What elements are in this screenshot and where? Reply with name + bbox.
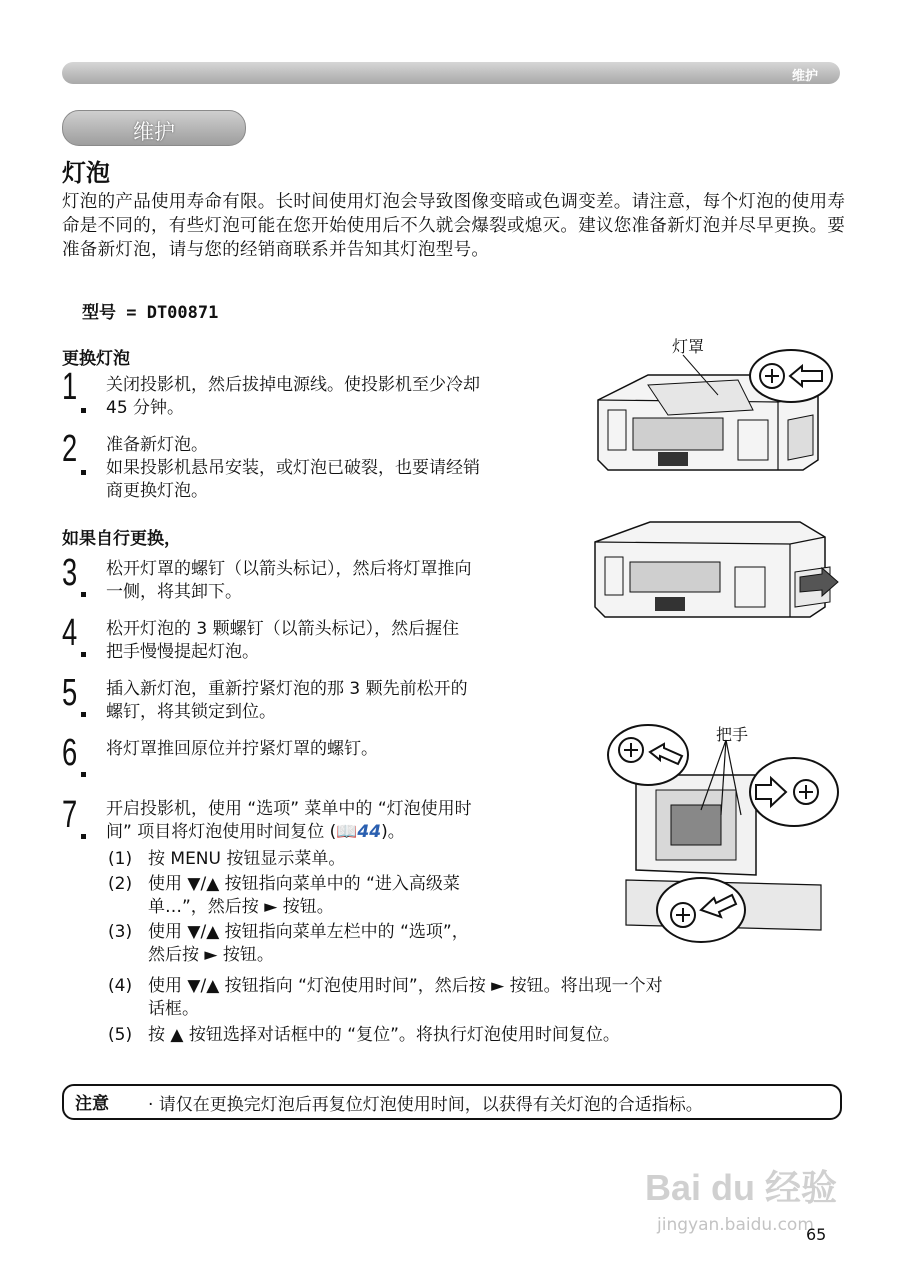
projector-cover-removal-illustration xyxy=(590,512,840,622)
step-5 xyxy=(62,674,83,712)
sub-item-text: 按 ▲ 按钮选择对话框中的 “复位”。将执行灯泡使用时间复位。 xyxy=(148,1025,620,1045)
step-bullet xyxy=(81,834,86,839)
step-2-text xyxy=(106,434,480,503)
step-line-part: 间” 项目将灯泡使用时间复位 ( xyxy=(106,822,337,842)
step-4-text xyxy=(106,618,459,664)
sub-item-number: (5) xyxy=(108,1025,133,1045)
lamp-handle-illustration xyxy=(606,720,840,950)
page-title: 灯泡 xyxy=(62,159,110,187)
watermark-brand: Bai du 经验 xyxy=(645,1167,838,1208)
step-5-text xyxy=(106,678,468,724)
step-number: 1 xyxy=(62,366,78,408)
sub-item-text: 单…”，然后按 ► 按钮。 xyxy=(148,897,334,917)
note-text: · 请仅在更换完灯泡后再复位灯泡使用时间，以获得有关灯泡的合适指标。 xyxy=(148,1095,703,1115)
lamp-cover-label: 灯罩 xyxy=(672,337,705,356)
watermark-url: jingyan.baidu.com xyxy=(657,1215,814,1235)
sub-item-text: 然后按 ► 按钮。 xyxy=(148,945,274,965)
step-line: 把手慢慢提起灯泡。 xyxy=(106,642,259,662)
step-line: 插入新灯泡，重新拧紧灯泡的那 3 颗先前松开的 xyxy=(106,679,468,699)
sub-item-number: (3) xyxy=(108,922,133,942)
screw-arrow-callout-1 xyxy=(748,348,834,404)
sub-item-4 xyxy=(108,975,663,1021)
handle-label: 把手 xyxy=(716,725,749,744)
sub-item-text: 使用 ▼/▲ 按钮指向菜单中的 “进入高级菜 xyxy=(148,874,460,894)
step-number: 3 xyxy=(62,552,78,594)
step-1-text xyxy=(106,374,480,420)
book-icon: 📖 xyxy=(336,822,358,842)
step-1 xyxy=(62,368,83,406)
section-title: 维护 xyxy=(133,120,175,144)
step-line: 准备新灯泡。 xyxy=(106,435,208,455)
step-bullet xyxy=(81,652,86,657)
step-line: 一侧，将其卸下。 xyxy=(106,582,242,602)
sub-item-2 xyxy=(108,873,460,919)
step-6-text xyxy=(106,738,378,761)
step-number: 5 xyxy=(62,672,78,714)
section-pill xyxy=(62,110,246,146)
baidu-watermark xyxy=(645,1160,837,1235)
step-line: 松开灯泡的 3 颗螺钉（以箭头标记），然后握住 xyxy=(106,619,460,639)
step-3-text xyxy=(106,558,472,604)
step-bullet xyxy=(81,408,86,413)
page-reference[interactable]: 44 xyxy=(357,822,382,842)
sub-item-5 xyxy=(108,1024,620,1047)
step-line-part: )。 xyxy=(381,822,405,842)
step-6 xyxy=(62,734,83,772)
sub-item-3 xyxy=(108,921,469,967)
sub-item-text: 使用 ▼/▲ 按钮指向 “灯泡使用时间”，然后按 ► 按钮。将出现一个对 xyxy=(148,976,663,996)
step-bullet xyxy=(81,772,86,777)
step-number: 4 xyxy=(62,612,78,654)
sub-item-number: (2) xyxy=(108,874,133,894)
step-line: 45 分钟。 xyxy=(106,398,185,418)
step-number: 2 xyxy=(62,428,78,470)
step-bullet xyxy=(81,712,86,717)
sub-item-1 xyxy=(108,848,345,871)
header-section-label: 维护 xyxy=(791,69,818,84)
step-line: 开启投影机，使用 “选项” 菜单中的 “灯泡使用时 xyxy=(106,799,472,819)
sub-item-text: 使用 ▼/▲ 按钮指向菜单左栏中的 “选项”， xyxy=(148,922,469,942)
step-number: 7 xyxy=(62,794,78,836)
intro-paragraph: 灯泡的产品使用寿命有限。长时间使用灯泡会导致图像变暗或色调变差。请注意，每个灯泡的使用寿命是不同的，有些灯泡可能在您开始使用后不久就会爆裂或熄灭。建议您准备新灯泡并尽早更换。要准备新灯泡，请与您的经销商联系并告知其灯泡型号。 xyxy=(62,192,846,260)
step-line: 如果投影机悬吊安装，或灯泡已破裂，也要请经销 xyxy=(106,458,480,478)
page-number: 65 xyxy=(806,1225,827,1244)
step-line: 将灯罩推回原位并拧紧灯罩的螺钉。 xyxy=(106,739,378,759)
header-bar xyxy=(62,62,840,84)
step-line xyxy=(106,821,472,844)
step-3 xyxy=(62,554,83,592)
sub-item-number: (4) xyxy=(108,976,133,996)
step-number: 6 xyxy=(62,732,78,774)
sub-item-number: (1) xyxy=(108,849,133,869)
step-4 xyxy=(62,614,83,652)
step-7-text xyxy=(106,798,472,844)
step-line: 螺钉，将其锁定到位。 xyxy=(106,702,276,722)
step-bullet xyxy=(81,470,86,475)
model-number: 型号 = DT00871 xyxy=(82,303,219,323)
sub-item-text: 按 MENU 按钮显示菜单。 xyxy=(148,849,346,869)
step-line: 松开灯罩的螺钉（以箭头标记），然后将灯罩推向 xyxy=(106,559,472,579)
step-2 xyxy=(62,430,83,468)
step-line: 商更换灯泡。 xyxy=(106,481,208,501)
note-label: 注意 xyxy=(75,1094,109,1114)
sub-item-text: 话框。 xyxy=(148,999,199,1019)
step-line: 关闭投影机，然后拔掉电源线。使投影机至少冷却 xyxy=(106,375,480,395)
self-replace-heading: 如果自行更换， xyxy=(62,529,181,549)
replace-heading: 更换灯泡 xyxy=(62,349,130,369)
step-7 xyxy=(62,796,83,834)
step-bullet xyxy=(81,592,86,597)
